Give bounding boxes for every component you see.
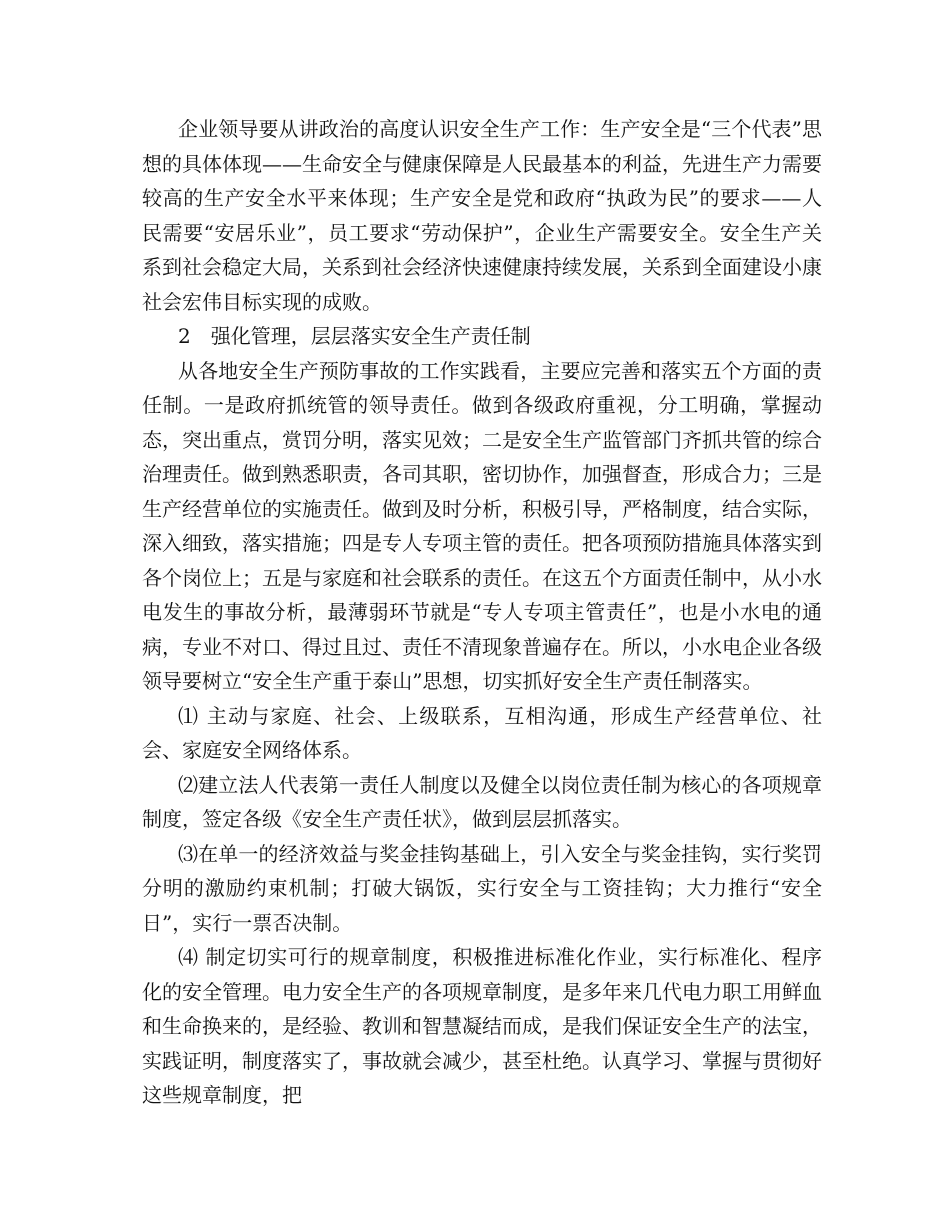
list-item-4: ⑷ 制定切实可行的规章制度，积极推进标准化作业，实行标准化、程序化的安全管理。电力安全生产的各项规章制度，是多年来几代电力职工用鲜血和生命换来的，是经验、教训和智慧凝结而成，是我们保证安全生产的法宝，实践证明，制度落实了，事故就会减少，甚至杜绝。认真学习、掌握与贯彻好这些规章制度，把 [142, 945, 822, 1107]
section-heading: 2 强化管理，层层落实安全生产责任制 [178, 324, 531, 348]
list-item-3: ⑶在单一的经济效益与奖金挂钩基础上，引入安全与奖金挂钩，实行奖罚分明的激励约束机制；打破大锅饭，实行安全与工资挂钩；大力推行“安全日”，实行一票否决制。 [142, 841, 822, 935]
list-item-2: ⑵建立法人代表第一责任人制度以及健全以岗位责任制为核心的各项规章制度，签定各级《安全生产责任状》，做到层层抓落实。 [142, 772, 822, 831]
list-item-1: ⑴ 主动与家庭、社会、上级联系，互相沟通，形成生产经营单位、社会、家庭安全网络体系。 [142, 703, 822, 762]
paragraph-intro: 企业领导要从讲政治的高度认识安全生产工作：生产安全是“三个代表”思想的具体体现——生命安全与健康保障是人民最基本的利益，先进生产力需要较高的生产安全水平来体现；生产安全是党和政府“执政为民”的要求——人民需要“安居乐业”，员工要求“劳动保护”，企业生产需要安全。安全生产关系到社会稳定大局，关系到社会经济快速健康持续发展，关系到全面建设小康社会宏伟目标实现的成败。 [142, 117, 822, 314]
paragraph-responsibility: 从各地安全生产预防事故的工作实践看，主要应完善和落实五个方面的责任制。一是政府抓统管的领导责任。做到各级政府重视，分工明确，掌握动态，突出重点，赏罚分明，落实见效；二是安全生产监管部门齐抓共管的综合治理责任。做到熟悉职责，各司其职，密切协作，加强督查，形成合力；三是生产经营单位的实施责任。做到及时分析，积极引导，严格制度，结合实际，深入细致，落实措施；四是专人专项主管的责任。把各项预防措施具体落实到各个岗位上；五是与家庭和社会联系的责任。在这五个方面责任制中，从小水电发生的事故分析，最薄弱环节就是“专人专项主管责任”，也是小水电的通病，专业不对口、得过且过、责任不清现象普遍存在。所以，小水电企业各级领导要树立“安全生产重于泰山”思想，切实抓好安全生产责任制落实。 [142, 358, 822, 693]
document-body [142, 112, 822, 1113]
